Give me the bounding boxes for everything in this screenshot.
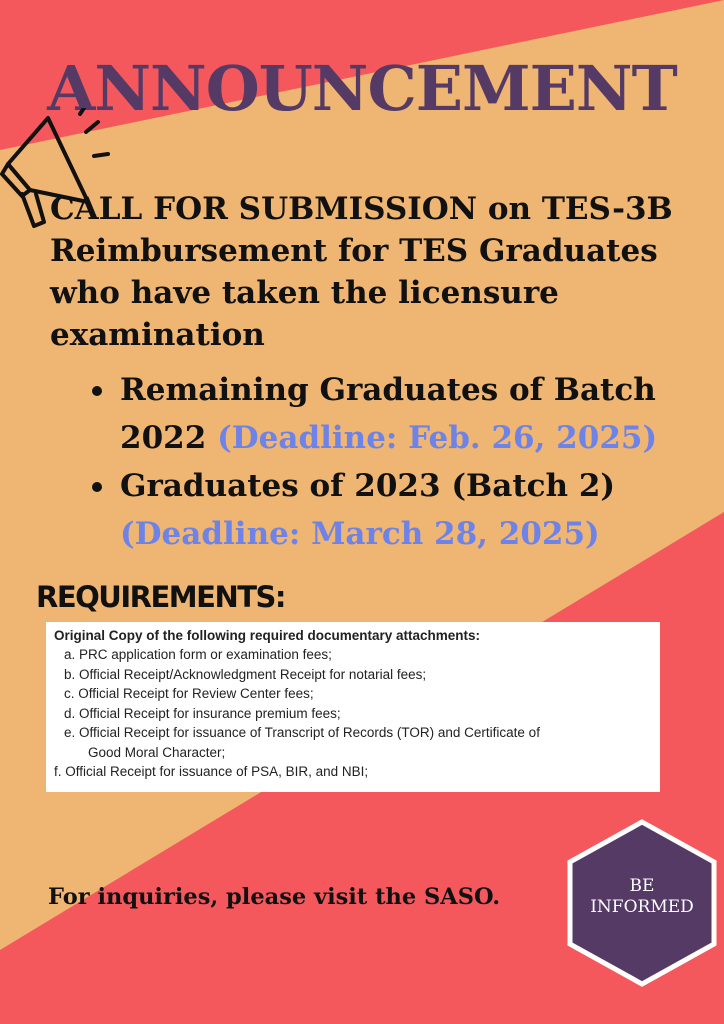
deadline-text: (Deadline: March 28, 2025)	[120, 516, 600, 552]
headline-line: Reimbursement for TES Graduates	[50, 233, 658, 269]
batch-label: Graduates of 2023 (Batch 2)	[120, 468, 616, 504]
batch-list	[92, 366, 712, 558]
requirement-item: e. Official Receipt for issuance of Transcript of Records (TOR) and Certificate of	[64, 725, 540, 740]
bullet-dot-icon	[92, 482, 102, 492]
bullet-dot-icon	[92, 386, 102, 396]
requirements-heading: REQUIREMENTS:	[36, 580, 285, 614]
batch-label: Remaining Graduates of Batch	[120, 372, 656, 408]
badge-text	[566, 876, 718, 918]
be-informed-badge	[566, 818, 718, 988]
headline-line: who have taken the licensure	[50, 275, 559, 311]
badge-line: INFORMED	[590, 897, 694, 917]
headline	[50, 188, 710, 356]
list-item	[92, 366, 712, 462]
deadline-text: (Deadline: Feb. 26, 2025)	[217, 420, 658, 456]
requirement-item: b. Official Receipt/Acknowledgment Receipt for notarial fees;	[64, 666, 427, 682]
requirements-box	[46, 622, 660, 792]
requirements-intro: Original Copy of the following required documentary attachments:	[54, 628, 481, 643]
headline-line: examination	[50, 317, 265, 353]
requirement-item: f. Official Receipt for issuance of PSA, BIR, and NBI;	[54, 764, 369, 779]
badge-line: BE	[629, 876, 655, 896]
list-item	[92, 462, 712, 558]
batch-deadline-line	[120, 414, 712, 462]
page-title: ANNOUNCEMENT	[47, 52, 677, 125]
requirement-item: d. Official Receipt for insurance premium fees;	[64, 705, 341, 721]
headline-line: CALL FOR SUBMISSION on TES-3B	[50, 191, 673, 227]
requirement-item-continuation: Good Moral Character;	[88, 744, 226, 760]
inquiries-note: For inquiries, please visit the SASO.	[48, 884, 501, 910]
requirement-item: a. PRC application form or examination fees;	[64, 647, 332, 662]
batch-year: 2022	[120, 420, 218, 456]
requirement-item: c. Official Receipt for Review Center fees;	[64, 686, 314, 701]
